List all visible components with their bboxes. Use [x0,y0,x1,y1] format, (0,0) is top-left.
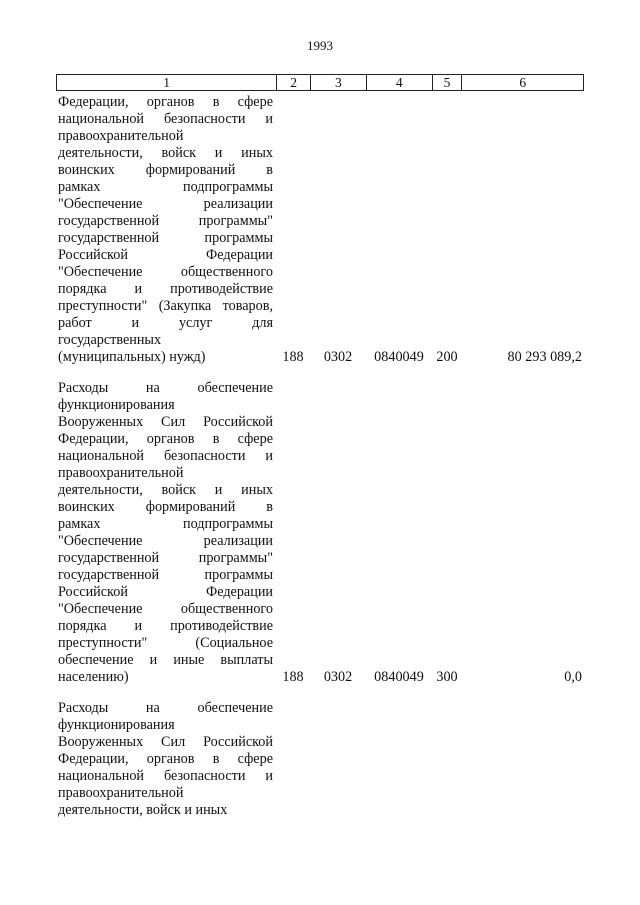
ministry-code: 188 [282,669,304,685]
expense-type-code: 300 [436,669,458,685]
row-values [276,669,584,686]
description-line: воинских формирований в [58,499,273,515]
description-line: государственной программы [58,567,273,583]
description-line: воинских формирований в [58,162,273,178]
table-body [56,94,584,819]
table-row [56,94,584,366]
row-description [56,94,273,366]
description-line: Федерации, органов в сфере [58,94,273,110]
description-line: государственной программы [58,230,273,246]
target-article-code [366,802,432,819]
description-line: правоохранительной [58,785,184,801]
description-line: Федерации, органов в сфере [58,431,273,447]
row-values [276,349,584,366]
description-line: функционирования [58,717,175,733]
header-col-3: 3 [310,75,366,90]
description-line: Вооруженных Сил Российской [58,414,273,430]
description-line: "Обеспечение общественного [58,601,273,617]
description-line: государственной программы" [58,213,273,229]
description-line: преступности" (Закупка товаров, [58,298,273,314]
description-line: "Обеспечение реализации [58,196,273,212]
description-line: рамках подпрограммы [58,179,273,195]
description-line: деятельности, войск и иных [58,145,273,161]
expense-type-code [432,802,462,819]
description-line: (муниципальных) нужд) [58,349,206,365]
description-line: Российской Федерации [58,247,273,263]
description-line: функционирования [58,397,175,413]
ministry-code: 188 [282,349,304,365]
description-line: Расходы на обеспечение [58,700,273,716]
description-line: правоохранительной [58,465,184,481]
amount [462,802,584,819]
description-line: национальной безопасности и [58,768,273,784]
table-row [56,380,584,686]
target-article-code: 0840049 [374,349,424,365]
row-values [276,802,584,819]
ministry-code [276,802,310,819]
header-col-1: 1 [163,75,170,90]
description-line: работ и услуг для [58,315,273,331]
table-header [56,74,584,91]
description-line: правоохранительной [58,128,184,144]
amount: 0,0 [564,669,582,685]
header-col-4: 4 [366,75,432,90]
description-line: порядка и противодействие [58,281,273,297]
page-number: 1993 [307,38,333,53]
description-line: национальной безопасности и [58,448,273,464]
header-col-2: 2 [276,75,310,90]
description-line: населению) [58,669,129,685]
description-line: государственной программы" [58,550,273,566]
description-line: обеспечение и иные выплаты [58,652,273,668]
target-article-code: 0840049 [374,669,424,685]
section-code: 0302 [323,669,353,685]
amount: 80 293 089,2 [507,349,582,365]
description-line: государственных [58,332,162,348]
description-line: "Обеспечение общественного [58,264,273,280]
row-description [56,700,273,819]
description-line: национальной безопасности и [58,111,273,127]
description-line: порядка и противодействие [58,618,273,634]
expense-type-code: 200 [436,349,458,365]
section-code [310,802,366,819]
description-line: Федерации, органов в сфере [58,751,273,767]
description-line: деятельности, войск и иных [58,482,273,498]
table-row [56,700,584,819]
section-code: 0302 [323,349,353,365]
header-col-5: 5 [432,75,462,90]
description-line: Российской Федерации [58,584,273,600]
description-line: "Обеспечение реализации [58,533,273,549]
row-description [56,380,273,686]
description-line: Расходы на обеспечение [58,380,273,396]
header-col-6: 6 [461,75,583,90]
description-line: рамках подпрограммы [58,516,273,532]
description-line: Вооруженных Сил Российской [58,734,273,750]
description-line: преступности" (Социальное [58,635,273,651]
description-line: деятельности, войск и иных [58,802,228,818]
